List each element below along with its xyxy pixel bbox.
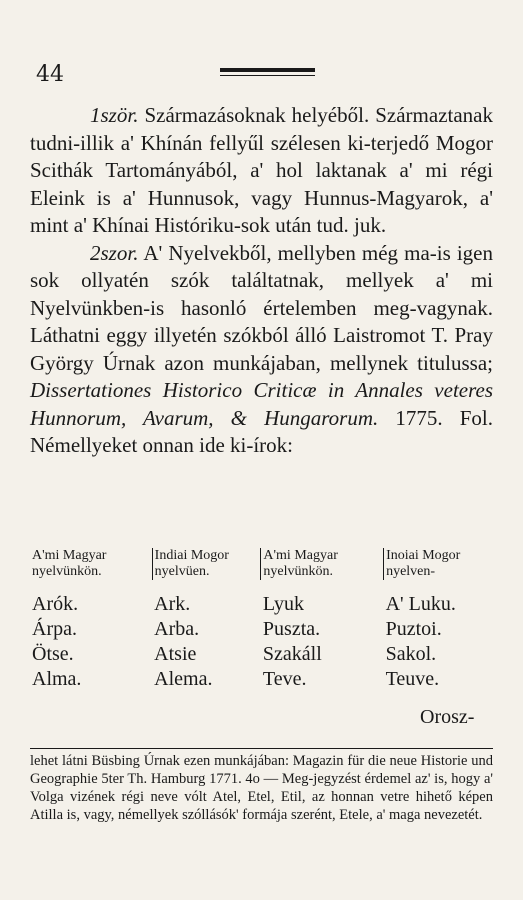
page-number: 44 (36, 62, 64, 87)
catchword: Orosz- (420, 706, 475, 728)
header-rule-thin (220, 75, 315, 76)
table-cell: Arók. (32, 593, 79, 615)
footnote: lehet látni Büsbing Úrnak ezen munkájában: Magazin für die neue Historie und Geographie 5ter Th. Hamburg 1771. 4o — Meg-jegyzést érdemel az' is, hogy a' Volga vizének régi neve vólt Atel, Etel, Etil, az honnan vetre hihető képen Atilla is, vagy, némellyek szóllásók' formája szerént, Etele, a' maga nevezetét. (30, 753, 493, 823)
table-cell: Sakol. (385, 643, 437, 665)
table-cell: A' Luku. (385, 593, 456, 615)
table-cell: Teuve. (385, 668, 440, 690)
table-cell: Ark. (154, 593, 191, 615)
col-header: A'mi Magyar nyelvünkön. (32, 548, 107, 579)
paragraph-text: Származásoknak helyéből. Származtanak tudni-illik a' Khínán fellyűl szélesen ki-terjedő Mogor Scithák Tartományából, a' hol laktanak a' mi régi Eleink is a' Hunnusok, vagy Hunnus-Magyarok, a' mint a' Khínai Históriku-sok után tud. juk. (30, 103, 493, 237)
cited-title: Dissertationes Historico Criticæ in Annales veteres Hunnorum, Avarum, & Hungarorum. (30, 378, 493, 430)
page-header (30, 62, 493, 92)
table-cell: Arba. (154, 618, 200, 640)
table-row (30, 642, 493, 667)
col-header: Inoiai Mogor nyelven- (384, 548, 493, 580)
paragraph-number: 2szor. (90, 240, 139, 265)
paragraph-2 (30, 240, 493, 460)
table-cell: Atsie (154, 643, 197, 665)
table-cell: Lyuk (262, 593, 305, 615)
table-header-row (30, 548, 493, 580)
table-row (30, 667, 493, 692)
table-cell: Puztoi. (385, 618, 442, 640)
paragraph-number: 1ször. (90, 103, 139, 127)
table-row (30, 617, 493, 642)
table-cell: Alema. (154, 668, 213, 690)
table-cell: Szakáll (262, 643, 322, 665)
table-cell: Ötse. (32, 643, 74, 665)
header-rule-thick (220, 68, 315, 72)
table-cell: Teve. (262, 668, 307, 690)
table-row (30, 592, 493, 617)
paragraph-1 (30, 102, 493, 240)
col-header: A'mi Magyar nyelvünkön. (261, 548, 384, 580)
table-cell: Pusztа. (262, 618, 321, 640)
footnote-rule (30, 748, 493, 749)
word-comparison-table (30, 548, 493, 692)
paragraph-text: A' Nyelvekből, mellyben még ma-is igen sok ollyatén szók találtatnak, mellyek a' mi Nyelvünkben-is hasonló értelemben meg-vagynak. Láthatni eggy illyetén szókból álló Laistromot T. Pray György Úrnak azon munkájaban, mellynek titulussa; (30, 240, 493, 375)
table-cell: Árpa. (32, 618, 77, 640)
col-header: Indiai Mogor nyelvüen. (152, 548, 261, 580)
body-text (30, 102, 493, 460)
paragraph-tail: 1775. Fol. Némellyeket onnan ide ki-írok: (30, 405, 493, 457)
table-cell: Alma. (32, 668, 82, 690)
